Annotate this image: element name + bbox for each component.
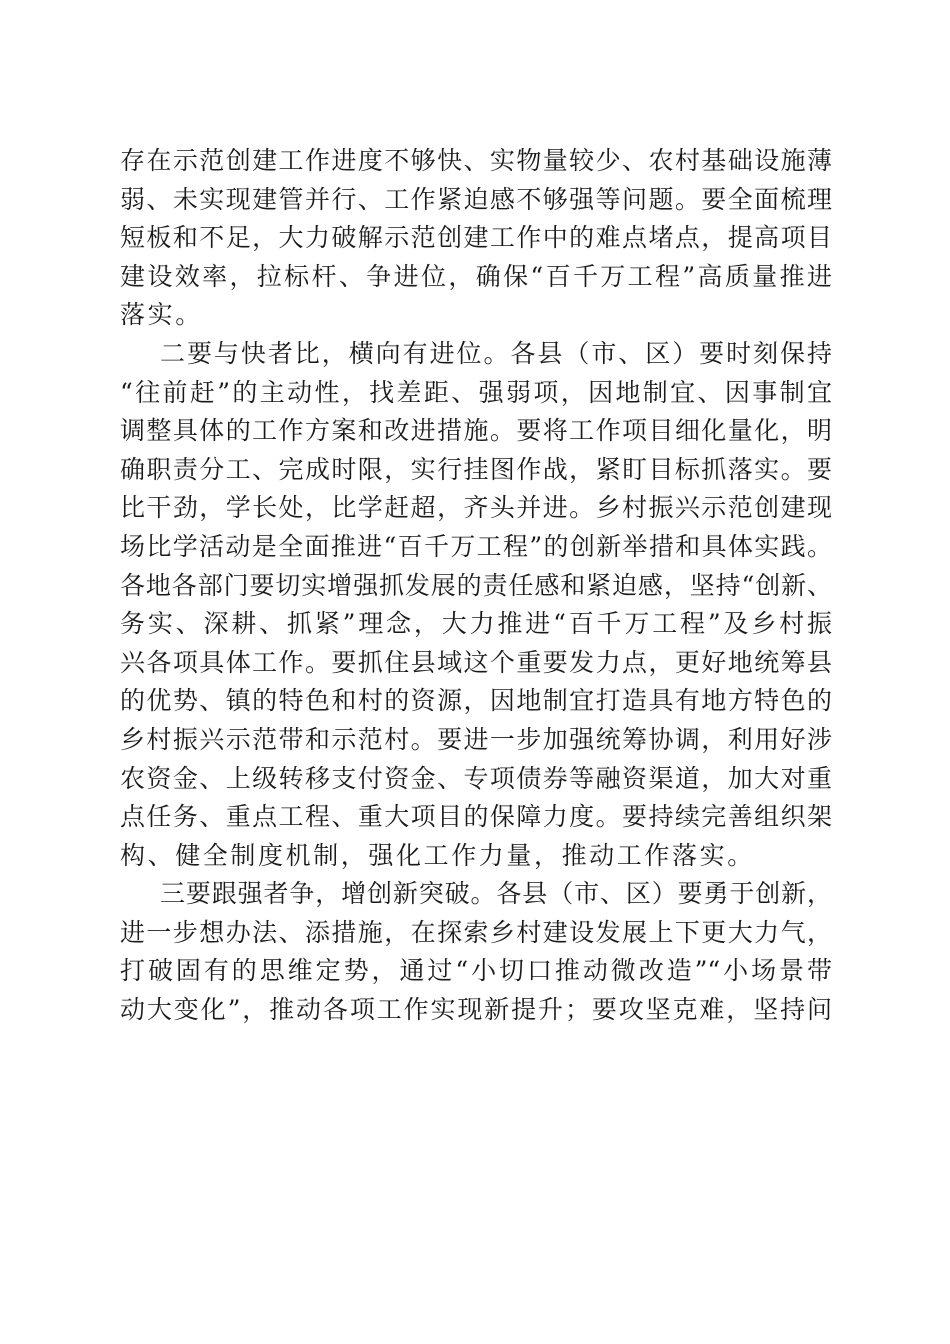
text-line: “往前赶”的主动性，找差距、强弱项，因地制宜、因事制宜 bbox=[120, 377, 832, 407]
text-line: 确职责分工、完成时限，实行挂图作战，紧盯目标抓落实。要 bbox=[120, 454, 832, 484]
text-line: 打破固有的思维定势，通过“小切口推动微改造”“小场景带 bbox=[120, 956, 832, 986]
text-line: 建设效率，拉标杆、争进位，确保“百千万工程”高质量推进 bbox=[120, 261, 832, 291]
text-line: 比干劲，学长处，比学赶超，齐头并进。乡村振兴示范创建现 bbox=[120, 493, 832, 523]
text-line: 进一步想办法、添措施，在探索乡村建设发展上下更大力气， bbox=[120, 917, 832, 947]
text-line: 场比学活动是全面推进“百千万工程”的创新举措和具体实践。 bbox=[120, 531, 832, 561]
body-text bbox=[120, 142, 832, 1030]
paragraph-start-line: 三要跟强者争，增创新突破。各县（市、区）要勇于创新， bbox=[160, 879, 832, 909]
text-line: 调整具体的工作方案和改进措施。要将工作项目细化量化，明 bbox=[120, 416, 832, 446]
text-line: 农资金、上级转移支付资金、专项债券等融资渠道，加大对重 bbox=[120, 763, 832, 793]
text-line: 动大变化”，推动各项工作实现新提升；要攻坚克难，坚持问 bbox=[120, 995, 832, 1025]
text-line: 乡村振兴示范带和示范村。要进一步加强统筹协调，利用好涉 bbox=[120, 724, 832, 754]
text-line: 各地各部门要切实增强抓发展的责任感和紧迫感，坚持“创新、 bbox=[120, 570, 832, 600]
text-line: 务实、深耕、抓紧”理念，大力推进“百千万工程”及乡村振 bbox=[120, 609, 832, 639]
text-line: 存在示范创建工作进度不够快、实物量较少、农村基础设施薄 bbox=[120, 146, 832, 175]
text-line: 的优势、镇的特色和村的资源，因地制宜打造具有地方特色的 bbox=[120, 686, 832, 716]
text-line: 点任务、重点工程、重大项目的保障力度。要持续完善组织架 bbox=[120, 802, 832, 832]
text-line: 落实。 bbox=[120, 300, 203, 330]
paragraph-start-line: 二要与快者比，横向有进位。各县（市、区）要时刻保持 bbox=[160, 338, 832, 368]
text-line: 弱、未实现建管并行、工作紧迫感不够强等问题。要全面梳理 bbox=[120, 184, 832, 214]
text-line: 短板和不足，大力破解示范创建工作中的难点堵点，提高项目 bbox=[120, 223, 832, 253]
text-line: 兴各项具体工作。要抓住县域这个重要发力点，更好地统筹县 bbox=[120, 647, 832, 677]
text-line: 构、健全制度机制，强化工作力量，推动工作落实。 bbox=[120, 840, 755, 870]
